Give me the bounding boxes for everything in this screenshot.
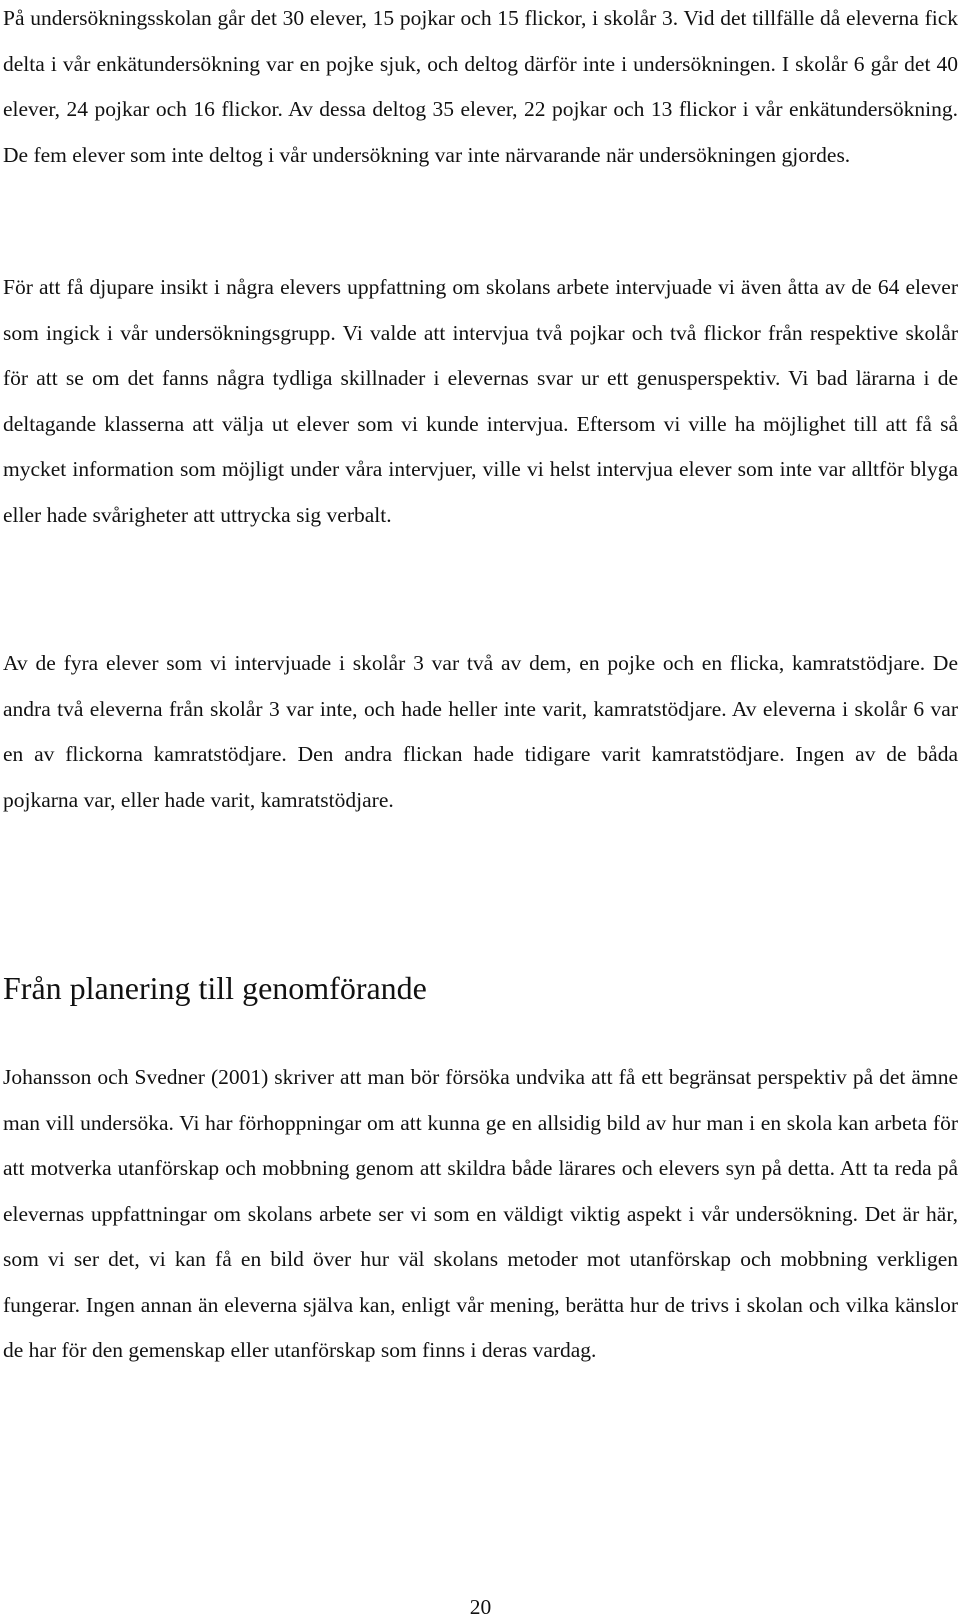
section-paragraph: Johansson och Svedner (2001) skriver att man bör försöka undvika att få ett begränsat perspektiv på det ämne man vill undersöka. Vi har förhoppningar om att kunna ge en allsidig bild av hur man i en skola kan arbeta för att motverka utanförskap och mobbning genom att skildra både lärares och elevers syn på detta. Att ta reda på elevernas uppfattningar om skolans arbete ser vi som en väldigt viktig aspekt i vår undersökning. Det är här, som vi ser det, vi kan få en bild över hur väl skolans metoder mot utanförskap och mobbning verkligen fungerar. Ingen annan än eleverna själva kan, enligt vår mening, berätta hur de trivs i skolan och vilka känslor de har för den gemenskap eller utanförskap som finns i deras vardag. xyxy=(3,1065,958,1362)
page-number: 20 xyxy=(469,1595,492,1619)
body-paragraph: På undersökningsskolan går det 30 elever, 15 pojkar och 15 flickor, i skolår 3. Vid det tillfälle då eleverna fick delta i vår enkätundersökning var en pojke sjuk, och deltog därför inte i undersökningen. I skolår 6 går det 40 elever, 24 pojkar och 16 flickor. Av dessa deltog 35 elever, 22 pojkar och 13 flickor i vår enkätundersökning. De fem elever som inte deltog i vår undersökning var inte närvarande när undersökningen gjordes. xyxy=(3,6,958,167)
body-paragraph: För att få djupare insikt i några elevers uppfattning om skolans arbete intervjuade vi även åtta av de 64 elever som ingick i vår undersökningsgrupp. Vi valde att intervjua två pojkar och två flickor från respektive skolår för att se om det fanns några tydliga skillnader i elevernas svar ur ett genusperspektiv. Vi bad lärarna i de deltagande klasserna att välja ut elever som vi kunde intervjua. Eftersom vi ville ha möjlighet till att få så mycket information som möjligt under våra intervjuer, ville vi helst intervjua elever som inte var alltför blyga eller hade svårigheter att uttrycka sig verbalt. xyxy=(3,275,958,527)
body-paragraph: Av de fyra elever som vi intervjuade i skolår 3 var två av dem, en pojke och en flicka, kamratstödjare. De andra två eleverna från skolår 3 var inte, och hade heller inte varit, kamratstödjare. Av eleverna i skolår 6 var en av flickorna kamratstödjare. Den andra flickan hade tidigare varit kamratstödjare. Ingen av de båda pojkarna var, eller hade varit, kamratstödjare. xyxy=(3,651,958,812)
document-page xyxy=(3,0,958,1622)
section-heading: Från planering till genomförande xyxy=(3,970,427,1006)
